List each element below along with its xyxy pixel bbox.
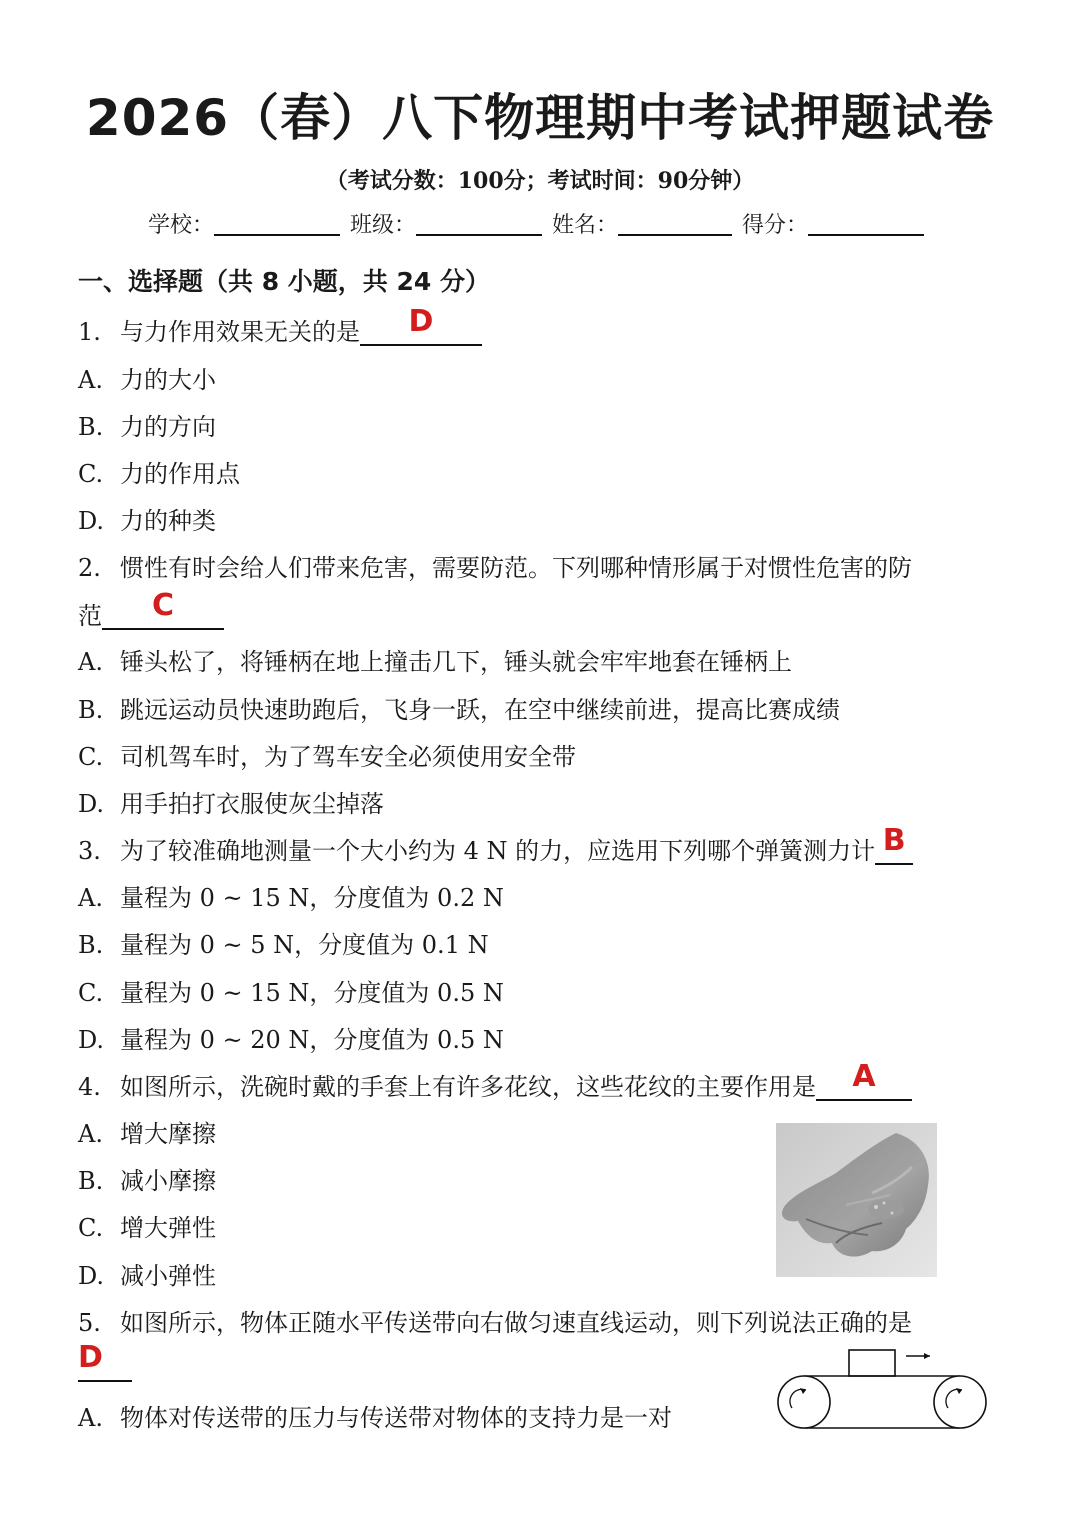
- score-blank[interactable]: [808, 210, 924, 236]
- option-letter: D.: [78, 1026, 105, 1054]
- option-text: 力的大小: [120, 366, 216, 394]
- name-field: [552, 208, 732, 239]
- answer-blank[interactable]: [816, 1059, 912, 1101]
- option-letter: A.: [78, 884, 103, 912]
- option-1d: [78, 501, 216, 536]
- answer-letter: D: [78, 1340, 103, 1375]
- option-text: 增大弹性: [120, 1214, 216, 1242]
- option-text: 量程为 0 ~ 15 N，分度值为 0.2 N: [120, 884, 504, 912]
- option-text: 司机驾车时，为了驾车安全必须使用安全带: [120, 743, 576, 771]
- option-letter: B.: [78, 696, 104, 724]
- option-1b: [78, 407, 216, 442]
- direction-arrowhead: [924, 1353, 930, 1359]
- option-4c: [78, 1208, 216, 1243]
- option-letter: A.: [78, 1404, 103, 1432]
- option-letter: B.: [78, 931, 104, 959]
- option-text: 跳远运动员快速助跑后，飞身一跃，在空中继续前进，提高比赛成绩: [120, 696, 840, 724]
- question-text: 如图所示，洗碗时戴的手套上有许多花纹，这些花纹的主要作用是: [120, 1073, 816, 1101]
- question-5: [78, 1303, 912, 1338]
- question-text: 与力作用效果无关的是: [120, 318, 360, 346]
- option-2a: [78, 642, 792, 677]
- question-number: 5.: [78, 1309, 101, 1337]
- name-blank[interactable]: [618, 210, 732, 236]
- option-1a: [78, 360, 216, 395]
- exam-info: （考试分数：100分；考试时间：90分钟）: [325, 168, 755, 194]
- left-roller: [778, 1376, 830, 1428]
- option-2d: [78, 784, 384, 819]
- option-text: 增大摩擦: [120, 1120, 216, 1148]
- question-text: 如图所示，物体正随水平传送带向右做匀速直线运动，则下列说法正确的是: [120, 1309, 912, 1337]
- option-3c: [78, 973, 504, 1008]
- question-text-cont: 范: [78, 602, 102, 630]
- answer-blank[interactable]: [78, 1340, 132, 1382]
- option-letter: C.: [78, 979, 104, 1007]
- answer-letter: D: [408, 304, 434, 339]
- option-3a: [78, 878, 504, 913]
- option-2c: [78, 737, 576, 772]
- gloved-hands-photo: [776, 1123, 937, 1277]
- option-text: 力的作用点: [120, 460, 240, 488]
- option-4b: [78, 1161, 216, 1196]
- option-4a: [78, 1114, 216, 1149]
- class-field: [350, 208, 542, 239]
- answer-letter: C: [151, 588, 175, 623]
- class-blank[interactable]: [416, 210, 542, 236]
- option-letter: C.: [78, 1214, 104, 1242]
- option-letter: D.: [78, 507, 105, 535]
- option-letter: A.: [78, 648, 103, 676]
- answer-blank[interactable]: [875, 823, 913, 865]
- option-letter: B.: [78, 413, 104, 441]
- name-label: 姓名：: [552, 213, 619, 238]
- question-2: [78, 548, 912, 583]
- question-number: 1.: [78, 318, 101, 346]
- option-letter: C.: [78, 743, 104, 771]
- right-roller: [934, 1376, 986, 1428]
- option-5a: [78, 1398, 672, 1433]
- option-letter: A.: [78, 1120, 103, 1148]
- option-text: 力的种类: [120, 507, 216, 535]
- school-blank[interactable]: [214, 210, 340, 236]
- conveyor-belt-diagram: [776, 1346, 988, 1432]
- question-number: 3.: [78, 837, 101, 865]
- answer-letter: A: [852, 1059, 876, 1094]
- option-3d: [78, 1020, 504, 1055]
- question-number: 4.: [78, 1073, 101, 1101]
- option-text: 减小摩擦: [120, 1167, 216, 1195]
- option-letter: B.: [78, 1167, 104, 1195]
- question-text: 为了较准确地测量一个大小约为 4 N 的力，应选用下列哪个弹簧测力计: [120, 837, 876, 865]
- question-3: [78, 823, 913, 866]
- option-3b: [78, 925, 489, 960]
- option-letter: C.: [78, 460, 104, 488]
- score-field: [742, 208, 924, 239]
- section-title: 一、选择题（共 8 小题，共 24 分）: [78, 267, 491, 296]
- school-field: [148, 208, 340, 239]
- score-label: 得分：: [742, 213, 809, 238]
- answer-blank[interactable]: [102, 588, 224, 630]
- option-text: 量程为 0 ~ 15 N，分度值为 0.5 N: [120, 979, 504, 1007]
- option-text: 物体对传送带的压力与传送带对物体的支持力是一对: [120, 1404, 672, 1432]
- student-info-row: [148, 208, 968, 242]
- option-text: 减小弹性: [120, 1262, 216, 1290]
- option-text: 用手拍打衣服使灰尘掉落: [120, 790, 384, 818]
- question-number: 2.: [78, 554, 101, 582]
- option-text: 力的方向: [120, 413, 216, 441]
- question-5-cont: [78, 1340, 132, 1382]
- school-label: 学校：: [148, 213, 215, 238]
- option-letter: D.: [78, 1262, 105, 1290]
- answer-blank[interactable]: [360, 304, 482, 346]
- option-letter: A.: [78, 366, 103, 394]
- option-text: 锤头松了，将锤柄在地上撞击几下，锤头就会牢牢地套在锤柄上: [120, 648, 792, 676]
- question-1: [78, 304, 482, 347]
- class-label: 班级：: [350, 213, 417, 238]
- answer-letter: B: [882, 823, 906, 858]
- option-2b: [78, 690, 840, 725]
- question-text: 惯性有时会给人们带来危害，需要防范。下列哪种情形属于对惯性危害的防: [120, 554, 912, 582]
- option-4d: [78, 1256, 216, 1291]
- option-letter: D.: [78, 790, 105, 818]
- option-text: 量程为 0 ~ 5 N，分度值为 0.1 N: [120, 931, 489, 959]
- question-4: [78, 1059, 912, 1102]
- option-text: 量程为 0 ~ 20 N，分度值为 0.5 N: [120, 1026, 504, 1054]
- option-1c: [78, 454, 240, 489]
- page-title: 2026（春）八下物理期中考试押题试卷: [85, 89, 995, 147]
- block-object: [849, 1350, 895, 1376]
- question-2-cont: [78, 588, 224, 631]
